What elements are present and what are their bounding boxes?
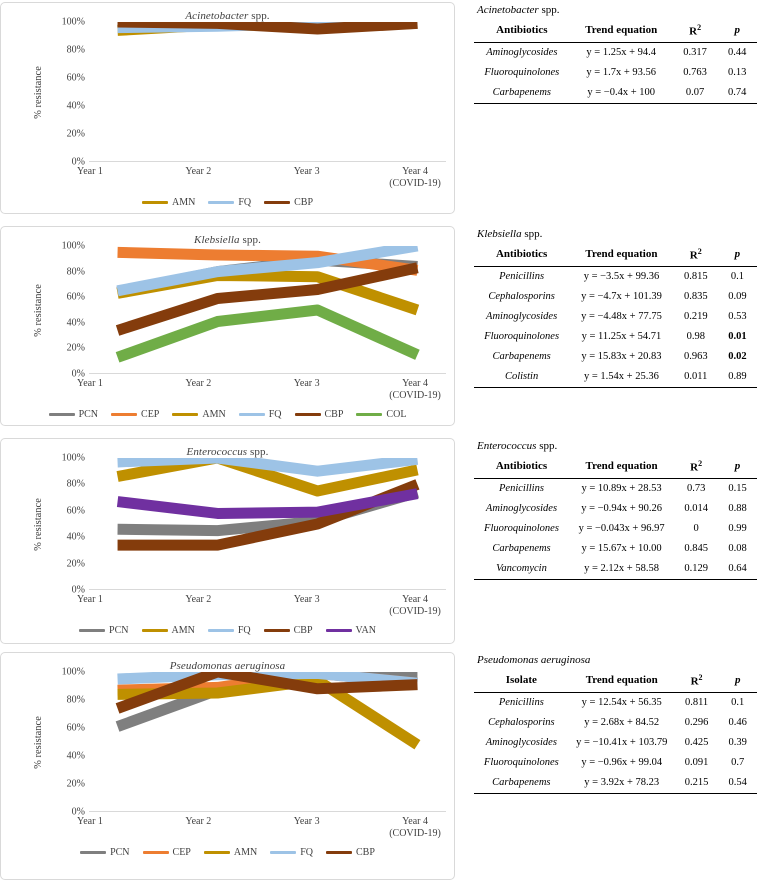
cell-trend-equation: y = 15.67x + 10.00 (581, 543, 662, 555)
table-acinetobacter (455, 2, 757, 104)
column-header-trend-equation: Trend equation (569, 244, 673, 266)
column-header-p: p (718, 670, 757, 692)
chart-lines (89, 22, 446, 162)
chart-title: Acinetobacter spp. (185, 10, 270, 22)
chart-title: Klebsiella spp. (194, 234, 261, 246)
legend-label: VAN (355, 625, 376, 636)
y-tick: 40% (66, 531, 85, 543)
line-chart-svg (89, 458, 446, 590)
y-axis-label-text: % resistance (32, 65, 44, 119)
cell-trend-equation: y = 10.89x + 28.53 (581, 483, 662, 495)
chart-lines (89, 246, 446, 374)
column-header-antibiotics: Antibiotics (474, 456, 569, 478)
table-row (474, 287, 757, 307)
cell-p-value: 0.7 (731, 757, 745, 769)
cell-trend-equation: y = −4.7x + 101.39 (581, 291, 662, 303)
cell-r2: 0.845 (684, 543, 708, 555)
y-axis-label-text: % resistance (32, 715, 44, 769)
legend-swatch-PCN (49, 413, 75, 416)
cell-p-value: 0.39 (728, 737, 747, 749)
cell-antibiotic-name: Fluoroquinolones (484, 67, 560, 79)
cell-trend-equation: y = 2.12x + 58.58 (569, 559, 674, 580)
legend-item-CBP (264, 197, 313, 208)
table-caption: Acinetobacter spp. (477, 4, 560, 16)
cell-p-value: 0.89 (718, 367, 757, 388)
x-axis-labels (59, 374, 446, 408)
x-tick: Year 3 (293, 594, 320, 605)
legend-item-CBP (295, 409, 344, 420)
cell-p-value: 0.54 (718, 773, 757, 794)
table-row (474, 499, 757, 519)
legend-item-FQ (208, 197, 251, 208)
table-row (474, 307, 757, 327)
legend-label: PCN (110, 847, 130, 858)
legend-label: AMN (233, 847, 258, 858)
cell-r2: 0.73 (686, 483, 706, 495)
legend-item-PCN (80, 847, 129, 858)
legend-item-CEP (111, 409, 159, 420)
legend-swatch-CBP (264, 201, 290, 204)
chart-acinetobacter (0, 2, 455, 214)
y-tick: 0% (71, 368, 85, 380)
cell-trend-equation: y = 12.54x + 56.35 (581, 697, 662, 709)
cell-trend-equation: y = −0.043x + 96.97 (578, 523, 665, 535)
legend-swatch-AMN (142, 629, 168, 632)
cell-trend-equation: y = −0.96x + 99.04 (581, 757, 663, 769)
table-caption (474, 654, 757, 666)
cell-trend-equation: y = −3.5x + 99.36 (583, 271, 660, 283)
cell-antibiotic-name: Aminoglycosides (485, 737, 557, 749)
y-tick: 80% (66, 478, 85, 490)
legend-item-CBP (264, 625, 313, 636)
y-tick: 100% (61, 666, 85, 678)
cell-trend-equation: y = −0.94x + 90.26 (581, 503, 662, 515)
stats-table (474, 244, 757, 388)
cell-r2: 0.835 (683, 291, 708, 303)
table-row (474, 692, 757, 713)
legend-swatch-CEP (111, 413, 137, 416)
panel-row-enterococcus (0, 438, 776, 644)
chart-legend (1, 408, 454, 427)
x-tick: Year 3 (293, 816, 320, 827)
r2-superscript: 2 (698, 673, 703, 682)
x-tick: Year 4 (COVID-19) (389, 816, 441, 839)
legend-label: FQ (237, 625, 251, 636)
stats-table (474, 670, 757, 794)
cell-p-value: 0.02 (728, 351, 747, 363)
legend-label: PCN (109, 625, 129, 636)
x-tick: Year 4 (COVID-19) (389, 166, 441, 189)
y-axis-ticks (45, 666, 85, 818)
legend-item-FQ (270, 847, 313, 858)
chart-enterococcus (0, 438, 455, 644)
cell-p-value: 0.64 (718, 559, 757, 580)
cell-trend-equation: y = 15.83x + 20.83 (581, 351, 662, 363)
legend-item-AMN (142, 197, 195, 208)
cell-p-value: 0.13 (728, 67, 747, 79)
column-header-p: p (718, 456, 757, 478)
chart-title-genus: Klebsiella (194, 234, 240, 246)
legend-item-PCN (49, 409, 98, 420)
line-chart-svg (89, 22, 446, 162)
y-tick: 0% (71, 156, 85, 168)
stats-table (474, 20, 757, 104)
chart-title-genus: Pseudomonas aeruginosa (169, 660, 286, 672)
legend-label: CBP (356, 847, 375, 858)
chart-legend (1, 196, 454, 215)
x-tick: Year 2 (185, 378, 212, 389)
cell-antibiotic-name: Cephalosporins (488, 717, 555, 729)
legend-swatch-FQ (208, 629, 234, 632)
y-tick: 40% (66, 317, 85, 329)
legend-label: CBP (293, 625, 313, 636)
legend-item-PCN (79, 625, 128, 636)
cell-r2: 0.425 (684, 737, 709, 749)
legend-label: COL (386, 409, 407, 420)
legend-label: CEP (141, 409, 160, 420)
cell-antibiotic-name: Cephalosporins (488, 291, 555, 303)
y-tick: 80% (66, 694, 85, 706)
cell-r2: 0.296 (684, 717, 709, 729)
table-caption-genus: Enterococcus (477, 440, 537, 452)
chart-title: Enterococcus spp. (186, 446, 269, 458)
cell-antibiotic-name: Penicillins (499, 483, 544, 495)
legend-label: CEP (172, 847, 191, 858)
cell-trend-equation: y = 3.92x + 78.23 (569, 773, 675, 794)
cell-p-value: 0.53 (728, 311, 747, 323)
y-tick: 80% (66, 266, 85, 278)
table-row (474, 559, 757, 580)
table-row (474, 42, 757, 63)
chart-title-genus: Acinetobacter (185, 10, 249, 22)
x-tick: Year 2 (185, 166, 212, 177)
legend-label: PCN (78, 409, 99, 420)
chart-pseudomonas (0, 652, 455, 880)
legend-item-VAN (326, 625, 376, 636)
x-tick: Year 2 (185, 816, 212, 827)
cell-r2: 0.763 (683, 67, 707, 79)
r2-superscript: 2 (697, 23, 702, 32)
y-tick: 40% (66, 750, 85, 762)
column-header-antibiotics: Antibiotics (474, 20, 570, 42)
table-caption: Enterococcus spp. (477, 440, 558, 452)
legend-swatch-AMN (142, 201, 168, 204)
column-header-antibiotics: Antibiotics (474, 244, 569, 266)
table-header-row (474, 670, 757, 692)
legend-item-FQ (208, 625, 251, 636)
table-caption: Klebsiella spp. (477, 228, 543, 240)
x-tick: Year 4 (COVID-19) (389, 594, 441, 617)
y-tick: 20% (66, 558, 85, 570)
legend-item-AMN (204, 847, 257, 858)
column-header-r2: $R^2$ (674, 244, 718, 266)
legend-item-AMN (142, 625, 195, 636)
cell-r2: 0.98 (686, 331, 705, 343)
cell-antibiotic-name: Aminoglycosides (486, 311, 558, 323)
chart-lines (89, 458, 446, 590)
legend-item-CEP (143, 847, 191, 858)
cell-p-value: 0.08 (728, 543, 747, 555)
cell-antibiotic-name: Fluoroquinolones (484, 331, 560, 343)
r2-superscript: 2 (698, 459, 703, 468)
y-tick: 60% (66, 505, 85, 517)
cell-trend-equation: y = 1.25x + 94.4 (586, 47, 657, 59)
y-axis-ticks (45, 16, 85, 168)
table-caption-genus: Klebsiella (477, 228, 522, 240)
cell-p-value: 0.46 (728, 717, 747, 729)
legend-swatch-PCN (80, 851, 106, 854)
table-header-row (474, 244, 757, 266)
x-axis-labels (59, 590, 446, 624)
x-tick-sublabel: (COVID-19) (389, 828, 441, 839)
x-tick: Year 1 (76, 166, 103, 177)
legend-label: AMN (171, 197, 196, 208)
table-row (474, 63, 757, 83)
legend-swatch-AMN (172, 413, 198, 416)
legend-item-CBP (326, 847, 375, 858)
legend-swatch-AMN (204, 851, 230, 854)
y-tick: 60% (66, 72, 85, 84)
x-tick: Year 4 (COVID-19) (389, 378, 441, 401)
column-header-r2: $R^2$ (675, 670, 719, 692)
legend-swatch-CEP (143, 851, 169, 854)
legend-swatch-CBP (264, 629, 290, 632)
cell-antibiotic-name: Aminoglycosides (486, 47, 558, 59)
table-row (474, 367, 757, 388)
legend-swatch-FQ (239, 413, 265, 416)
x-axis-labels (59, 812, 446, 846)
y-tick: 20% (66, 342, 85, 354)
legend-label: FQ (238, 197, 252, 208)
stats-table (474, 456, 757, 580)
x-tick-sublabel: (COVID-19) (389, 178, 441, 189)
cell-antibiotic-name: Aminoglycosides (485, 503, 558, 515)
cell-r2: 0.219 (683, 311, 708, 323)
legend-label: FQ (268, 409, 282, 420)
cell-r2: 0.014 (684, 503, 708, 515)
cell-antibiotic-name: Penicillins (498, 697, 544, 709)
cell-p-value: 0.88 (728, 503, 747, 515)
y-tick: 20% (66, 128, 85, 140)
table-row (474, 83, 757, 104)
line-chart-svg (89, 672, 446, 812)
column-header-r2: $R^2$ (674, 456, 718, 478)
cell-antibiotic-name: Vancomycin (474, 559, 569, 580)
cell-p-value: 0.99 (728, 523, 747, 535)
panel-row-acinetobacter (0, 2, 776, 214)
cell-p-value: 0.44 (728, 47, 747, 59)
legend-label: AMN (171, 625, 195, 636)
table-row (474, 773, 757, 794)
legend-swatch-COL (356, 413, 382, 416)
y-axis-label-text: % resistance (32, 283, 44, 337)
x-tick: Year 1 (76, 594, 103, 605)
x-tick-sublabel: (COVID-19) (389, 390, 441, 401)
cell-r2: 0 (693, 523, 699, 535)
cell-trend-equation: y = −10.41x + 103.79 (576, 737, 668, 749)
series-line-CBP (118, 22, 418, 29)
cell-p-value: 0.1 (730, 271, 744, 283)
chart-title-genus: Enterococcus (186, 446, 248, 458)
cell-r2: 0.815 (683, 271, 708, 283)
column-header-p: p (718, 244, 757, 266)
column-header-trend-equation: Trend equation (569, 456, 674, 478)
cell-r2: 0.215 (675, 773, 719, 794)
panel-row-klebsiella (0, 226, 776, 426)
cell-trend-equation: y = −4.48x + 77.75 (581, 311, 662, 323)
table-row (474, 753, 757, 773)
y-axis-ticks (45, 452, 85, 596)
cell-trend-equation: y = 11.25x + 54.71 (581, 331, 662, 343)
legend-label: AMN (202, 409, 226, 420)
table-row (474, 327, 757, 347)
cell-trend-equation: y = 2.68x + 84.52 (584, 717, 660, 729)
table-row (474, 733, 757, 753)
cell-antibiotic-name: Fluoroquinolones (484, 523, 559, 535)
cell-antibiotic-name: Carbapenems (474, 773, 569, 794)
line-chart-svg (89, 246, 446, 374)
cell-p-value: 0.01 (728, 331, 747, 343)
legend-swatch-VAN (326, 629, 352, 632)
cell-trend-equation: y = 1.7x + 93.56 (586, 67, 657, 79)
legend-item-COL (356, 409, 406, 420)
y-axis-label-text: % resistance (32, 497, 44, 551)
table-header-row (474, 456, 757, 478)
legend-swatch-FQ (270, 851, 296, 854)
column-header-r2: $R^2$ (673, 20, 718, 42)
column-header-trend-equation: Trend equation (570, 20, 673, 42)
y-tick: 0% (71, 806, 85, 818)
legend-swatch-CBP (295, 413, 321, 416)
y-axis-ticks (45, 240, 85, 380)
legend-item-FQ (239, 409, 282, 420)
cell-p-value: 0.15 (728, 483, 747, 495)
y-tick: 20% (66, 778, 85, 790)
table-row (474, 347, 757, 367)
cell-trend-equation: y = −0.4x + 100 (570, 83, 673, 104)
legend-label: FQ (300, 847, 314, 858)
x-axis-labels (59, 162, 446, 196)
y-tick: 60% (66, 291, 85, 303)
table-enterococcus (455, 438, 757, 580)
cell-r2: 0.091 (684, 757, 709, 769)
legend-label: CBP (324, 409, 344, 420)
cell-p-value: 0.74 (717, 83, 757, 104)
cell-trend-equation: y = 1.54x + 25.36 (569, 367, 673, 388)
cell-p-value: 0.09 (728, 291, 747, 303)
table-caption-genus: Acinetobacter (477, 4, 539, 16)
legend-swatch-FQ (208, 201, 234, 204)
column-header-trend-equation: Trend equation (569, 670, 675, 692)
panel-row-pseudomonas (0, 652, 776, 880)
cell-antibiotic-name: Penicillins (499, 271, 545, 283)
legend-swatch-PCN (79, 629, 105, 632)
y-tick: 40% (66, 100, 85, 112)
chart-legend (1, 624, 454, 643)
table-klebsiella (455, 226, 757, 388)
y-tick: 0% (71, 584, 85, 596)
cell-antibiotic-name: Carbapenems (474, 83, 570, 104)
cell-r2: 0.07 (673, 83, 718, 104)
table-row (474, 478, 757, 499)
table-pseudomonas (455, 652, 757, 794)
y-tick: 80% (66, 44, 85, 56)
cell-antibiotic-name: Carbapenems (492, 543, 551, 555)
cell-r2: 0.129 (674, 559, 718, 580)
cell-p-value: 0.1 (731, 697, 745, 709)
cell-r2: 0.811 (684, 697, 709, 709)
cell-r2: 0.011 (674, 367, 718, 388)
legend-item-AMN (172, 409, 225, 420)
table-row (474, 266, 757, 287)
table-caption-genus: Pseudomonas aeruginosa (477, 654, 591, 666)
x-tick: Year 1 (76, 378, 103, 389)
cell-antibiotic-name: Carbapenems (492, 351, 551, 363)
cell-antibiotic-name: Fluoroquinolones (483, 757, 559, 769)
column-header-antibiotics: Isolate (474, 670, 569, 692)
chart-klebsiella (0, 226, 455, 426)
column-header-p: p (717, 20, 757, 42)
x-tick-sublabel: (COVID-19) (389, 606, 441, 617)
legend-swatch-CBP (326, 851, 352, 854)
r2-superscript: 2 (697, 247, 702, 256)
cell-r2: 0.963 (683, 351, 708, 363)
y-tick: 100% (61, 240, 85, 252)
x-tick: Year 1 (76, 816, 103, 827)
y-tick: 60% (66, 722, 85, 734)
y-tick: 100% (61, 16, 85, 28)
cell-r2: 0.317 (683, 47, 707, 59)
chart-legend (1, 846, 454, 865)
table-row (474, 539, 757, 559)
table-row (474, 519, 757, 539)
cell-antibiotic-name: Colistin (474, 367, 569, 388)
y-tick: 100% (61, 452, 85, 464)
table-header-row (474, 20, 757, 42)
chart-lines (89, 672, 446, 812)
x-tick: Year 2 (185, 594, 212, 605)
x-tick: Year 3 (293, 166, 320, 177)
table-row (474, 713, 757, 733)
x-tick: Year 3 (293, 378, 320, 389)
legend-label: CBP (294, 197, 314, 208)
